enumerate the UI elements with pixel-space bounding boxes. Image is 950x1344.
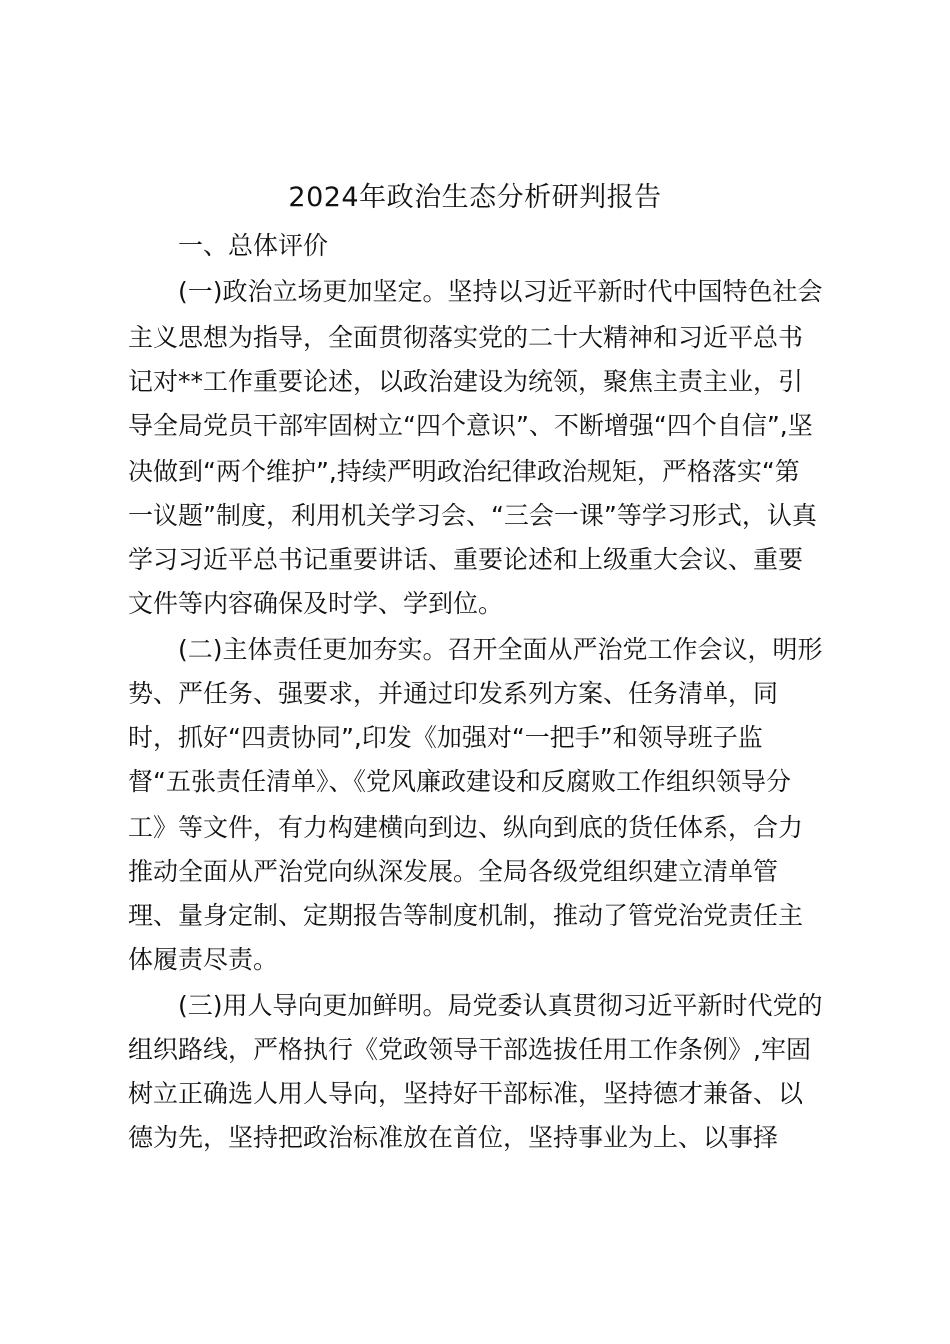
paragraph-3-line-4: 德为先，坚持把政治标准放在首位，坚持事业为上、以事择 — [128, 1123, 779, 1152]
document-title: 2024年政治生态分析研判报告 — [288, 182, 662, 213]
paragraph-2-line-6: 推动全面从严治党向纵深发展。全局各级党组织建立清单管 — [128, 857, 779, 886]
paragraph-1-line-7: 学习习近平总书记重要讲话、重要论述和上级重大会议、重要 — [128, 545, 804, 574]
section-heading: 一、总体评价 — [178, 231, 329, 260]
paragraph-2-line-3: 时，抓好“四责协同”,印发《加强对“一把手”和领导班子监 — [128, 723, 763, 752]
paragraph-1-line-8: 文件等内容确保及时学、学到位。 — [128, 589, 504, 618]
paragraph-3-line-1: (三)用人导向更加鲜明。局党委认真贯彻习近平新时代党的 — [178, 991, 823, 1020]
paragraph-1-line-3: 记对**工作重要论述，以政治建设为统领，聚焦主责主业，引 — [128, 367, 804, 396]
paragraph-1-line-5: 决做到“两个维护”,持续严明政治纪律政治规矩，严格落实“第 — [128, 457, 800, 486]
paragraph-1-line-4: 导全局党员干部牢固树立“四个意识”、不断增强“四个自信”,坚 — [128, 411, 813, 440]
paragraph-2-line-5: 工》等文件，有力构建横向到边、纵向到底的货任体系，合力 — [128, 813, 804, 842]
paragraph-1-line-1: (一)政治立场更加坚定。坚持以习近平新时代中国特色社会 — [178, 277, 823, 306]
paragraph-1-line-6: 一议题”制度，利用机关学习会、“三会一课”等学习形式，认真 — [128, 501, 817, 530]
paragraph-1-line-2: 主义思想为指导，全面贯彻落实党的二十大精神和习近平总书 — [128, 323, 804, 352]
paragraph-2-line-1: (二)主体责任更加夯实。召开全面从严治党工作会议，明形 — [178, 635, 823, 664]
paragraph-2-line-8: 体履责尽责。 — [128, 945, 279, 974]
paragraph-3-line-3: 树立正确选人用人导向，坚持好干部标准，坚持德才兼备、以 — [128, 1079, 804, 1108]
paragraph-2-line-7: 理、量身定制、定期报告等制度机制，推动了管党治党责任主 — [128, 901, 804, 930]
paragraph-2-line-2: 势、严任务、强要求，并通过印发系列方案、任务清单，同 — [128, 679, 779, 708]
paragraph-3-line-2: 组织路线，严格执行《党政领导干部选拔任用工作条例》,牢固 — [128, 1035, 811, 1064]
paragraph-2-line-4: 督“五张责任清单》、《党风廉政建设和反腐败工作组织领导分 — [128, 767, 791, 796]
